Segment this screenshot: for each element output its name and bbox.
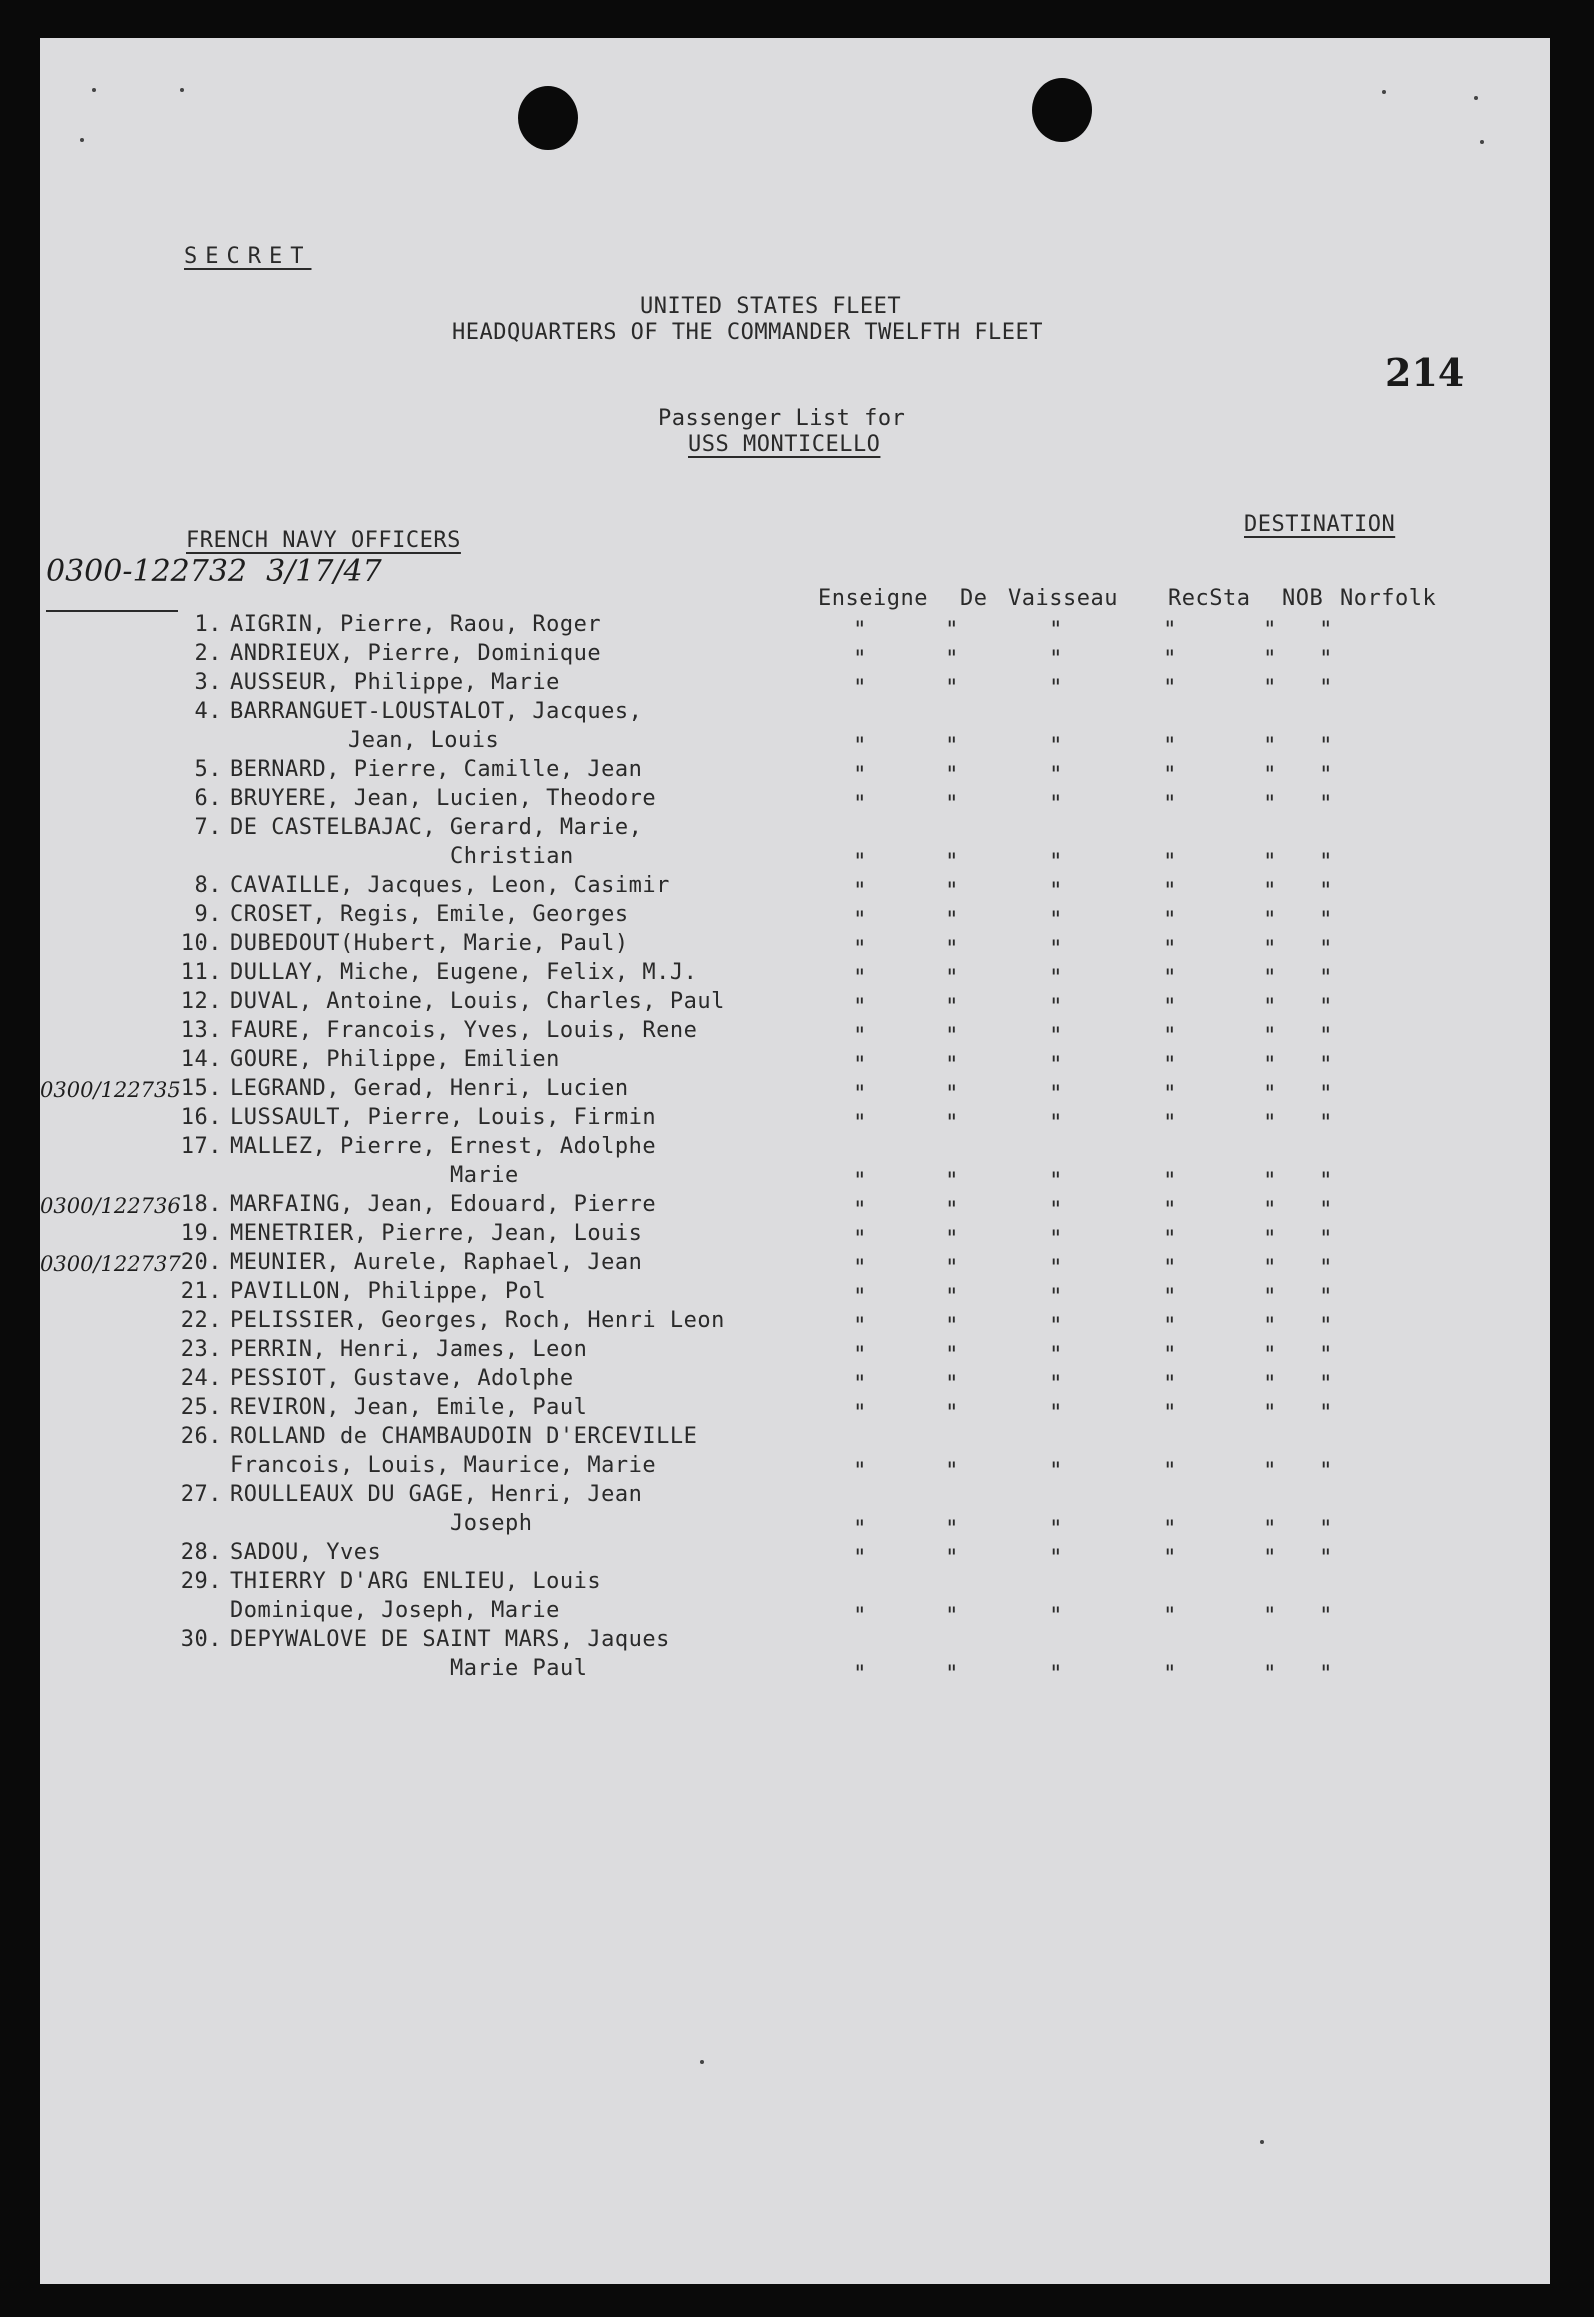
ditto-mark: " <box>1319 1546 1333 1571</box>
ditto-mark: " <box>1049 1024 1063 1049</box>
ditto-mark: " <box>1319 647 1333 672</box>
entry-number: 8. <box>194 873 222 898</box>
entry-number: 17. <box>180 1134 222 1159</box>
ditto-mark: " <box>853 734 867 759</box>
entry-number: 11. <box>180 960 222 985</box>
ditto-mark: " <box>1049 1314 1063 1339</box>
ditto-mark: " <box>1163 792 1177 817</box>
passenger-name: LUSSAULT, Pierre, Louis, Firmin <box>230 1105 657 1130</box>
ditto-mark: " <box>1049 1053 1063 1078</box>
ditto-mark: " <box>853 1227 867 1252</box>
ditto-mark: " <box>1319 1082 1333 1107</box>
ditto-mark: " <box>1319 1024 1333 1049</box>
passenger-name: DEPYWALOVE DE SAINT MARS, Jaques <box>230 1627 670 1652</box>
destination-heading: DESTINATION <box>1244 512 1396 537</box>
passenger-name: MENETRIER, Pierre, Jean, Louis <box>230 1221 643 1246</box>
ditto-mark: " <box>945 1227 959 1252</box>
ditto-mark: " <box>1263 937 1277 962</box>
passenger-name: Marie <box>450 1163 519 1188</box>
ditto-mark: " <box>1163 1053 1177 1078</box>
paper-speck <box>1260 2140 1264 2144</box>
passenger-name: FAURE, Francois, Yves, Louis, Rene <box>230 1018 698 1043</box>
ditto-mark: " <box>1049 647 1063 672</box>
ditto-mark: " <box>1049 1198 1063 1223</box>
ditto-mark: " <box>945 1459 959 1484</box>
ditto-mark: " <box>853 879 867 904</box>
ditto-mark: " <box>1163 647 1177 672</box>
entry-number: 29. <box>180 1569 222 1594</box>
ditto-mark: " <box>1263 1053 1277 1078</box>
ditto-mark: " <box>1163 1372 1177 1397</box>
ditto-mark: " <box>1263 763 1277 788</box>
margin-note: 0300/122735 <box>40 1078 181 1102</box>
passenger-name: Christian <box>450 844 574 869</box>
ditto-mark: " <box>1263 1604 1277 1629</box>
passenger-name: PESSIOT, Gustave, Adolphe <box>230 1366 574 1391</box>
ditto-mark: " <box>945 1314 959 1339</box>
passenger-name: BARRANGUET-LOUSTALOT, Jacques, <box>230 699 643 724</box>
ditto-mark: " <box>1163 1111 1177 1136</box>
ditto-mark: " <box>1263 1459 1277 1484</box>
entry-number: 23. <box>180 1337 222 1362</box>
ditto-mark: " <box>1049 1662 1063 1687</box>
org-line-2: HEADQUARTERS OF THE COMMANDER TWELFTH FLEET <box>452 320 1044 345</box>
ditto-mark: " <box>1163 618 1177 643</box>
ditto-mark: " <box>1163 676 1177 701</box>
ditto-mark: " <box>1163 1343 1177 1368</box>
passenger-name: BRUYERE, Jean, Lucien, Theodore <box>230 786 657 811</box>
ditto-mark: " <box>1263 879 1277 904</box>
ditto-mark: " <box>945 850 959 875</box>
ditto-mark: " <box>945 763 959 788</box>
ditto-mark: " <box>1263 1343 1277 1368</box>
passenger-name: PERRIN, Henri, James, Leon <box>230 1337 588 1362</box>
ditto-mark: " <box>853 908 867 933</box>
ditto-mark: " <box>945 1546 959 1571</box>
ditto-mark: " <box>1319 1372 1333 1397</box>
ditto-mark: " <box>1263 734 1277 759</box>
ditto-mark: " <box>1263 1256 1277 1281</box>
entry-number: 20. <box>180 1250 222 1275</box>
ditto-mark: " <box>945 966 959 991</box>
list-title: Passenger List for <box>658 406 906 431</box>
ditto-mark: " <box>853 1024 867 1049</box>
ditto-mark: " <box>1319 1227 1333 1252</box>
ditto-mark: " <box>1319 763 1333 788</box>
entry-number: 3. <box>194 670 222 695</box>
passenger-name: GOURE, Philippe, Emilien <box>230 1047 560 1072</box>
ditto-mark: " <box>853 937 867 962</box>
ditto-mark: " <box>1049 1343 1063 1368</box>
ditto-mark: " <box>1049 908 1063 933</box>
ditto-mark: " <box>1263 995 1277 1020</box>
passenger-name: Jean, Louis <box>348 728 500 753</box>
ditto-mark: " <box>1319 734 1333 759</box>
entry-number: 18. <box>180 1192 222 1217</box>
ditto-mark: " <box>1049 1401 1063 1426</box>
ditto-mark: " <box>1263 1517 1277 1542</box>
ditto-mark: " <box>853 1314 867 1339</box>
ditto-mark: " <box>1263 792 1277 817</box>
ditto-mark: " <box>853 1604 867 1629</box>
ditto-mark: " <box>1163 1169 1177 1194</box>
passenger-name: Dominique, Joseph, Marie <box>230 1598 560 1623</box>
ditto-mark: " <box>853 676 867 701</box>
passenger-name: REVIRON, Jean, Emile, Paul <box>230 1395 588 1420</box>
ditto-mark: " <box>945 792 959 817</box>
ditto-mark: " <box>853 1459 867 1484</box>
ditto-mark: " <box>945 879 959 904</box>
ditto-mark: " <box>1319 676 1333 701</box>
entry-number: 28. <box>180 1540 222 1565</box>
ditto-mark: " <box>945 1024 959 1049</box>
entry-number: 12. <box>180 989 222 1014</box>
entry-number: 19. <box>180 1221 222 1246</box>
ditto-mark: " <box>1319 908 1333 933</box>
ditto-mark: " <box>1049 995 1063 1020</box>
ditto-mark: " <box>945 1517 959 1542</box>
ditto-mark: " <box>1319 1517 1333 1542</box>
entry-number: 13. <box>180 1018 222 1043</box>
ditto-mark: " <box>945 1372 959 1397</box>
ditto-mark: " <box>1263 1082 1277 1107</box>
ditto-mark: " <box>1163 1401 1177 1426</box>
classification-marking: SECRET <box>184 244 312 269</box>
passenger-name: THIERRY D'ARG ENLIEU, Louis <box>230 1569 602 1594</box>
ditto-mark: " <box>945 734 959 759</box>
ditto-mark: " <box>853 1256 867 1281</box>
paper-speck <box>1474 96 1478 100</box>
ditto-mark: " <box>853 1285 867 1310</box>
column-header-recsta: RecSta <box>1168 586 1251 611</box>
paper-speck <box>1480 140 1484 144</box>
ditto-mark: " <box>1319 1604 1333 1629</box>
ditto-mark: " <box>1319 1459 1333 1484</box>
ditto-mark: " <box>945 1343 959 1368</box>
ditto-mark: " <box>1319 1314 1333 1339</box>
passenger-name: AUSSEUR, Philippe, Marie <box>230 670 560 695</box>
ditto-mark: " <box>945 908 959 933</box>
ditto-mark: " <box>945 1053 959 1078</box>
ditto-mark: " <box>1049 1285 1063 1310</box>
ditto-mark: " <box>1319 1343 1333 1368</box>
ditto-mark: " <box>1263 1169 1277 1194</box>
column-header-nob: NOB <box>1282 586 1324 611</box>
ditto-mark: " <box>1049 1111 1063 1136</box>
ditto-mark: " <box>1163 937 1177 962</box>
ditto-mark: " <box>853 1401 867 1426</box>
ditto-mark: " <box>1163 1546 1177 1571</box>
paper-speck <box>1382 90 1386 94</box>
ditto-mark: " <box>1263 1401 1277 1426</box>
ditto-mark: " <box>1163 1517 1177 1542</box>
ditto-mark: " <box>945 937 959 962</box>
ditto-mark: " <box>945 676 959 701</box>
ditto-mark: " <box>1163 1604 1177 1629</box>
ditto-mark: " <box>853 1082 867 1107</box>
ditto-mark: " <box>945 1198 959 1223</box>
page-number: 214 <box>1385 350 1465 395</box>
ditto-mark: " <box>1319 966 1333 991</box>
ditto-mark: " <box>1319 1401 1333 1426</box>
margin-note: 0300/122736 <box>40 1194 181 1218</box>
ditto-mark: " <box>1049 1169 1063 1194</box>
ditto-mark: " <box>1163 763 1177 788</box>
paper-speck <box>80 138 84 142</box>
passenger-name: ROULLEAUX DU GAGE, Henri, Jean <box>230 1482 643 1507</box>
passenger-name: DE CASTELBAJAC, Gerard, Marie, <box>230 815 643 840</box>
ditto-mark: " <box>1049 1517 1063 1542</box>
entry-number: 5. <box>194 757 222 782</box>
passenger-name: Joseph <box>450 1511 533 1536</box>
passenger-name: AIGRIN, Pierre, Raou, Roger <box>230 612 602 637</box>
ditto-mark: " <box>1163 1198 1177 1223</box>
paper-speck <box>180 88 184 92</box>
ditto-mark: " <box>1263 1198 1277 1223</box>
ditto-mark: " <box>945 647 959 672</box>
ditto-mark: " <box>1163 1256 1177 1281</box>
ditto-mark: " <box>1163 995 1177 1020</box>
entry-number: 14. <box>180 1047 222 1072</box>
passenger-name: DUBEDOUT(Hubert, Marie, Paul) <box>230 931 629 956</box>
ditto-mark: " <box>1163 850 1177 875</box>
ditto-mark: " <box>1263 1372 1277 1397</box>
ditto-mark: " <box>853 763 867 788</box>
ditto-mark: " <box>945 1604 959 1629</box>
document-sheet <box>40 38 1550 2284</box>
passenger-name: MEUNIER, Aurele, Raphael, Jean <box>230 1250 643 1275</box>
column-header-de: De <box>960 586 988 611</box>
ditto-mark: " <box>945 995 959 1020</box>
ditto-mark: " <box>1163 1024 1177 1049</box>
ditto-mark: " <box>1319 995 1333 1020</box>
ditto-mark: " <box>853 1546 867 1571</box>
passenger-name: CROSET, Regis, Emile, Georges <box>230 902 629 927</box>
entry-number: 30. <box>180 1627 222 1652</box>
entry-number: 4. <box>194 699 222 724</box>
ditto-mark: " <box>1319 879 1333 904</box>
passenger-name: MALLEZ, Pierre, Ernest, Adolphe <box>230 1134 657 1159</box>
ditto-mark: " <box>1263 647 1277 672</box>
ditto-mark: " <box>853 1111 867 1136</box>
ditto-mark: " <box>945 1256 959 1281</box>
ditto-mark: " <box>1263 1227 1277 1252</box>
ditto-mark: " <box>853 1053 867 1078</box>
passenger-name: PELISSIER, Georges, Roch, Henri Leon <box>230 1308 725 1333</box>
column-header-norfolk: Norfolk <box>1340 586 1437 611</box>
org-line-1: UNITED STATES FLEET <box>640 294 902 319</box>
ditto-mark: " <box>853 995 867 1020</box>
ditto-mark: " <box>1263 850 1277 875</box>
ditto-mark: " <box>1263 966 1277 991</box>
ditto-mark: " <box>1163 966 1177 991</box>
entry-number: 27. <box>180 1482 222 1507</box>
ditto-mark: " <box>1263 676 1277 701</box>
ditto-mark: " <box>1319 792 1333 817</box>
column-header-vaisseau: Vaisseau <box>1008 586 1118 611</box>
ditto-mark: " <box>945 1401 959 1426</box>
ditto-mark: " <box>1163 1227 1177 1252</box>
passenger-name: LEGRAND, Gerad, Henri, Lucien <box>230 1076 629 1101</box>
ditto-mark: " <box>1049 1256 1063 1281</box>
ship-name: USS MONTICELLO <box>688 432 881 457</box>
ditto-mark: " <box>1049 676 1063 701</box>
paper-speck <box>92 88 96 92</box>
ditto-mark: " <box>1319 850 1333 875</box>
ditto-mark: " <box>1163 1285 1177 1310</box>
entry-number: 10. <box>180 931 222 956</box>
ditto-mark: " <box>945 618 959 643</box>
entry-number: 26. <box>180 1424 222 1449</box>
entry-number: 16. <box>180 1105 222 1130</box>
passenger-name: DULLAY, Miche, Eugene, Felix, M.J. <box>230 960 698 985</box>
ditto-mark: " <box>1319 618 1333 643</box>
ditto-mark: " <box>1049 1372 1063 1397</box>
ditto-mark: " <box>1049 763 1063 788</box>
ditto-mark: " <box>1263 1546 1277 1571</box>
handwritten-reference: 0300-122732 3/17/47 <box>46 554 382 589</box>
section-heading: FRENCH NAVY OFFICERS <box>186 528 461 553</box>
ditto-mark: " <box>945 1662 959 1687</box>
ditto-mark: " <box>1319 1285 1333 1310</box>
ditto-mark: " <box>1049 734 1063 759</box>
entry-number: 9. <box>194 902 222 927</box>
punch-hole-left <box>518 86 578 150</box>
entry-number: 21. <box>180 1279 222 1304</box>
ditto-mark: " <box>945 1169 959 1194</box>
ditto-mark: " <box>1049 1546 1063 1571</box>
passenger-name: MARFAING, Jean, Edouard, Pierre <box>230 1192 657 1217</box>
ditto-mark: " <box>1049 1227 1063 1252</box>
margin-note: 0300/122737 <box>40 1252 181 1276</box>
ditto-mark: " <box>1049 879 1063 904</box>
ditto-mark: " <box>1163 1082 1177 1107</box>
entry-number: 6. <box>194 786 222 811</box>
ditto-mark: " <box>853 1169 867 1194</box>
passenger-name: BERNARD, Pierre, Camille, Jean <box>230 757 643 782</box>
ditto-mark: " <box>1319 1256 1333 1281</box>
entry-number: 1. <box>194 612 222 637</box>
passenger-name: PAVILLON, Philippe, Pol <box>230 1279 547 1304</box>
passenger-name: DUVAL, Antoine, Louis, Charles, Paul <box>230 989 725 1014</box>
ditto-mark: " <box>1319 1111 1333 1136</box>
ditto-mark: " <box>1263 1314 1277 1339</box>
ditto-mark: " <box>1263 1111 1277 1136</box>
ditto-mark: " <box>853 618 867 643</box>
ditto-mark: " <box>1263 618 1277 643</box>
ditto-mark: " <box>853 1343 867 1368</box>
ditto-mark: " <box>1319 1169 1333 1194</box>
ditto-mark: " <box>1049 937 1063 962</box>
ditto-mark: " <box>1263 1024 1277 1049</box>
ditto-mark: " <box>1263 1662 1277 1687</box>
ditto-mark: " <box>1049 850 1063 875</box>
ditto-mark: " <box>1163 734 1177 759</box>
ditto-mark: " <box>1319 937 1333 962</box>
column-header-enseigne: Enseigne <box>818 586 928 611</box>
passenger-name: ANDRIEUX, Pierre, Dominique <box>230 641 602 666</box>
entry-number: 24. <box>180 1366 222 1391</box>
ditto-mark: " <box>945 1285 959 1310</box>
passenger-name: CAVAILLE, Jacques, Leon, Casimir <box>230 873 670 898</box>
entry-number: 22. <box>180 1308 222 1333</box>
ditto-mark: " <box>1049 966 1063 991</box>
ditto-mark: " <box>1263 1285 1277 1310</box>
ditto-mark: " <box>853 966 867 991</box>
entry-number: 2. <box>194 641 222 666</box>
punch-hole-right <box>1032 78 1092 142</box>
entry-number: 15. <box>180 1076 222 1101</box>
ditto-mark: " <box>1049 792 1063 817</box>
ditto-mark: " <box>853 1198 867 1223</box>
ditto-mark: " <box>1263 908 1277 933</box>
passenger-name: ROLLAND de CHAMBAUDOIN D'ERCEVILLE <box>230 1424 698 1449</box>
ditto-mark: " <box>945 1111 959 1136</box>
ditto-mark: " <box>853 647 867 672</box>
ditto-mark: " <box>1163 1459 1177 1484</box>
ditto-mark: " <box>1163 1662 1177 1687</box>
entry-number: 25. <box>180 1395 222 1420</box>
ditto-mark: " <box>1163 908 1177 933</box>
ditto-mark: " <box>853 1517 867 1542</box>
ditto-mark: " <box>853 1662 867 1687</box>
passenger-name: Marie Paul <box>450 1656 588 1681</box>
ditto-mark: " <box>1163 879 1177 904</box>
ditto-mark: " <box>1163 1314 1177 1339</box>
ditto-mark: " <box>1319 1198 1333 1223</box>
ditto-mark: " <box>1049 1082 1063 1107</box>
ditto-mark: " <box>1049 618 1063 643</box>
ditto-mark: " <box>853 850 867 875</box>
entry-number: 7. <box>194 815 222 840</box>
ditto-mark: " <box>853 792 867 817</box>
passenger-name: SADOU, Yves <box>230 1540 382 1565</box>
ditto-mark: " <box>945 1082 959 1107</box>
ditto-mark: " <box>1049 1604 1063 1629</box>
ditto-mark: " <box>1319 1053 1333 1078</box>
passenger-name: Francois, Louis, Maurice, Marie <box>230 1453 657 1478</box>
ditto-mark: " <box>1319 1662 1333 1687</box>
paper-speck <box>700 2060 704 2064</box>
ditto-mark: " <box>1049 1459 1063 1484</box>
ditto-mark: " <box>853 1372 867 1397</box>
